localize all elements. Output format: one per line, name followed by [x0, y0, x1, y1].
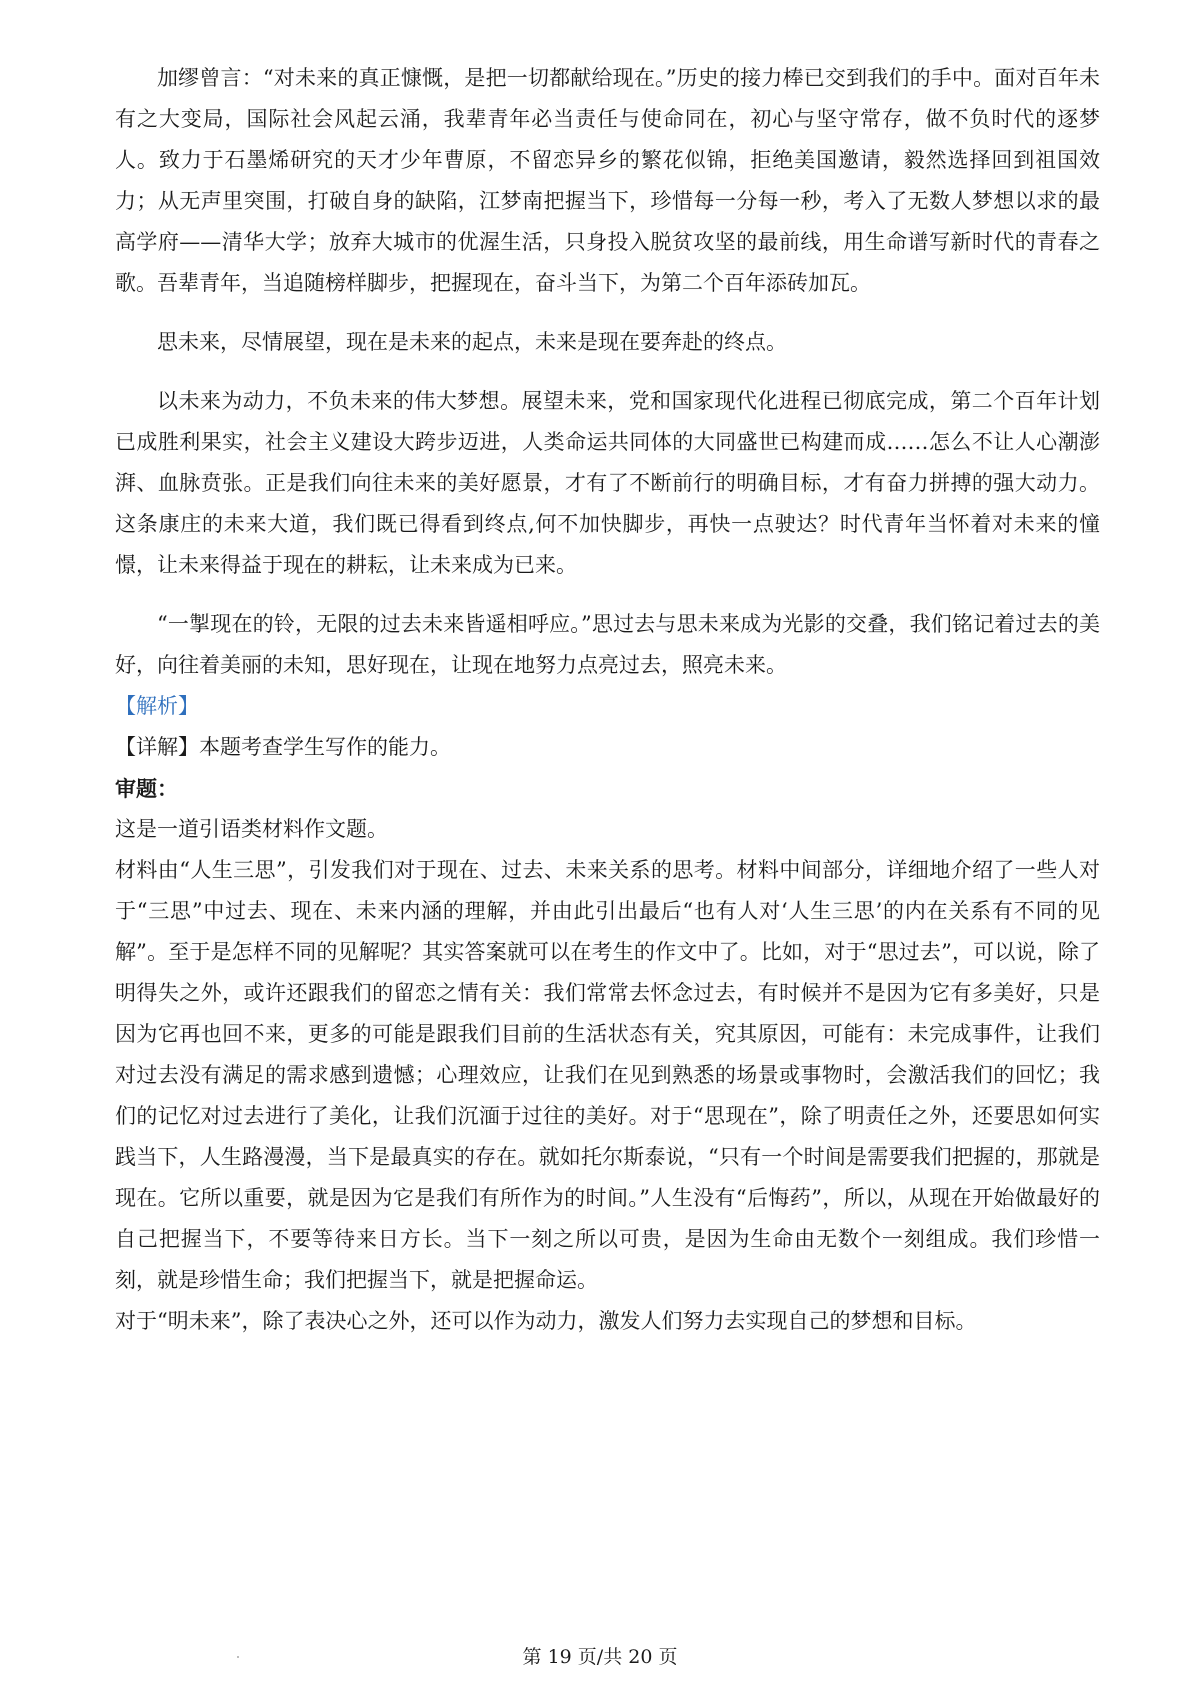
analysis-detail: 【详解】本题考查学生写作的能力。 [115, 735, 451, 759]
page-content [115, 58, 1100, 1342]
review-heading: 审题： [115, 776, 178, 801]
review-line-1: 这是一道引语类材料作文题。 [115, 817, 388, 841]
essay-paragraph-2: 思未来，尽情展望，现在是未来的起点，未来是现在要奔赴的终点。 [157, 330, 787, 354]
review-body: 材料由“人生三思”，引发我们对于现在、过去、未来关系的思考。材料中间部分，详细地介绍了一些人对于“三思”中过去、现在、未来内涵的理解，并由此引出最后“也有人对‘人生三思’的内在关系有不同的见解”。至于是怎样不同的见解呢？其实答案就可以在考生的作文中了。比如，对于“思过去”，可以说，除了明得失之外，或许还跟我们的留恋之情有关：我们常常去怀念过去，有时候并不是因为它有多美好，只是因为它再也回不来，更多的可能是跟我们目前的生活状态有关，究其原因，可能有：未完成事件，让我们对过去没有满足的需求感到遗憾；心理效应，让我们在见到熟悉的场景或事物时，会激活我们的回忆；我们的记忆对过去进行了美化，让我们沉湎于过往的美好。对于“思现在”，除了明责任之外，还要思如何实践当下，人生路漫漫，当下是最真实的存在。就如托尔斯泰说，“只有一个时间是需要我们把握的，那就是现在。它所以重要，就是因为它是我们有所作为的时间。”人生没有“后悔药”，所以，从现在开始做最好的自己把握当下，不要等待来日方长。当下一刻之所以可贵，是因为生命由无数个一刻组成。我们珍惜一刻，就是珍惜生命；我们把握当下，就是把握命运。 [115, 858, 1100, 1292]
essay-paragraph-3: 以未来为动力，不负未来的伟大梦想。展望未来，党和国家现代化进程已彻底完成，第二个百年计划已成胜利果实，社会主义建设大跨步迈进，人类命运共同体的大同盛世已构建而成……怎么不让人心潮澎湃、血脉贲张。正是我们向往未来的美好愿景，才有了不断前行的明确目标，才有奋力拼搏的强大动力。这条康庄的未来大道，我们既已得看到终点,何不加快脚步，再快一点驶达？时代青年当怀着对未来的憧憬，让未来得益于现在的耕耘，让未来成为已来。 [115, 389, 1100, 577]
analysis-label: 【解析】 [115, 694, 199, 718]
essay-paragraph-4: “一掣现在的铃，无限的过去未来皆遥相呼应。”思过去与思未来成为光影的交叠，我们铭记着过去的美好，向往着美丽的未知，思好现在，让现在地努力点亮过去，照亮未来。 [115, 612, 1100, 677]
page-number-footer: 第 19 页/共 20 页 [522, 1646, 678, 1668]
essay-paragraph-1: 加缪曾言：“对未来的真正慷慨，是把一切都献给现在。”历史的接力棒已交到我们的手中。面对百年未有之大变局，国际社会风起云涌，我辈青年必当责任与使命同在，初心与坚守常存，做不负时代的逐梦人。致力于石墨烯研究的天才少年曹原，不留恋异乡的繁花似锦，拒绝美国邀请，毅然选择回到祖国效力；从无声里突围，打破自身的缺陷，江梦南把握当下，珍惜每一分每一秒，考入了无数人梦想以求的最高学府——清华大学；放弃大城市的优渥生活，只身投入脱贫攻坚的最前线，用生命谱写新时代的青春之歌。吾辈青年，当追随榜样脚步，把握现在，奋斗当下，为第二个百年添砖加瓦。 [115, 66, 1100, 295]
review-last: 对于“明未来”，除了表决心之外，还可以作为动力，激发人们努力去实现自己的梦想和目标。 [115, 1309, 977, 1333]
